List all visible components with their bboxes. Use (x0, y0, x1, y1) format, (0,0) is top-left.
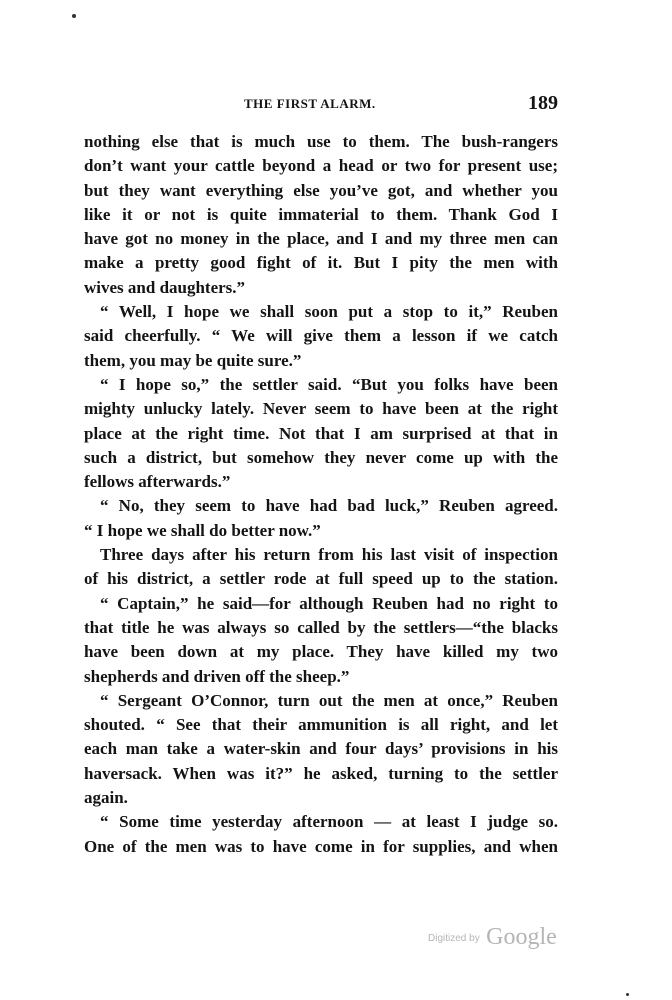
text-line: make a pretty good fight of it. But I pity the men with (84, 253, 558, 273)
text-line: have got no money in the place, and I and my three men can (84, 229, 558, 249)
digitized-by-google-watermark (428, 924, 557, 951)
scan-speck (72, 14, 76, 18)
text-line: again. (84, 788, 128, 808)
text-line: “ I hope we shall do better now.” (84, 520, 321, 540)
running-title: THE FIRST ALARM. (244, 96, 376, 111)
text-line: “ No, they seem to have had bad luck,” Reuben agreed. (100, 496, 558, 516)
text-line: mighty unlucky lately. Never seem to have been at the right (84, 399, 558, 419)
text-line: said cheerfully. “ We will give them a lesson if we catch (84, 326, 558, 346)
scan-speck (626, 993, 629, 996)
body-text (84, 130, 558, 859)
text-line: “ I hope so,” the settler said. “But you folks have been (100, 374, 558, 394)
text-line: nothing else that is much use to them. The bush-rangers (84, 132, 558, 151)
text-line: Three days after his return from his last visit of inspection (100, 545, 558, 565)
text-line: shepherds and driven off the sheep.” (84, 666, 350, 686)
text-line: “ Well, I hope we shall soon put a stop to it,” Reuben (100, 302, 558, 322)
text-line: “ Captain,” he said—for although Reuben had no right to (100, 593, 558, 613)
text-line: fellows afterwards.” (84, 472, 231, 492)
text-line: such a district, but somehow they never come up with the (84, 447, 558, 467)
text-line: “ Some time yesterday afternoon — at least I judge so. (100, 812, 558, 832)
text-line: One of the men was to have come in for supplies, and when (84, 836, 558, 856)
text-line: don’t want your cattle beyond a head or two for present use; (84, 156, 558, 176)
text-line: each man take a water-skin and four days’ provisions in his (84, 739, 558, 759)
text-line: place at the right time. Not that I am surprised at that in (84, 423, 558, 443)
text-line: that title he was always so called by the settlers—“the blacks (84, 617, 558, 637)
text-line: shouted. “ See that their ammunition is all right, and let (84, 715, 558, 735)
text-line: haversack. When was it?” he asked, turning to the settler (84, 763, 558, 783)
page-number: 189 (528, 92, 558, 114)
text-line: of his district, a settler rode at full speed up to the station. (84, 569, 558, 589)
text-line: but they want everything else you’ve got, and whether you (84, 180, 558, 200)
text-line: wives and daughters.” (84, 277, 246, 297)
text-line: “ Sergeant O’Connor, turn out the men at once,” Reuben (100, 690, 558, 710)
text-line: have been down at my place. They have killed my two (84, 642, 558, 662)
watermark-prefix: Digitized by (428, 933, 480, 944)
text-line: like it or not is quite immaterial to them. Thank God I (84, 204, 558, 224)
text-line: them, you may be quite sure.” (84, 350, 302, 370)
google-logo: Google (486, 924, 557, 950)
page-header (84, 92, 558, 120)
